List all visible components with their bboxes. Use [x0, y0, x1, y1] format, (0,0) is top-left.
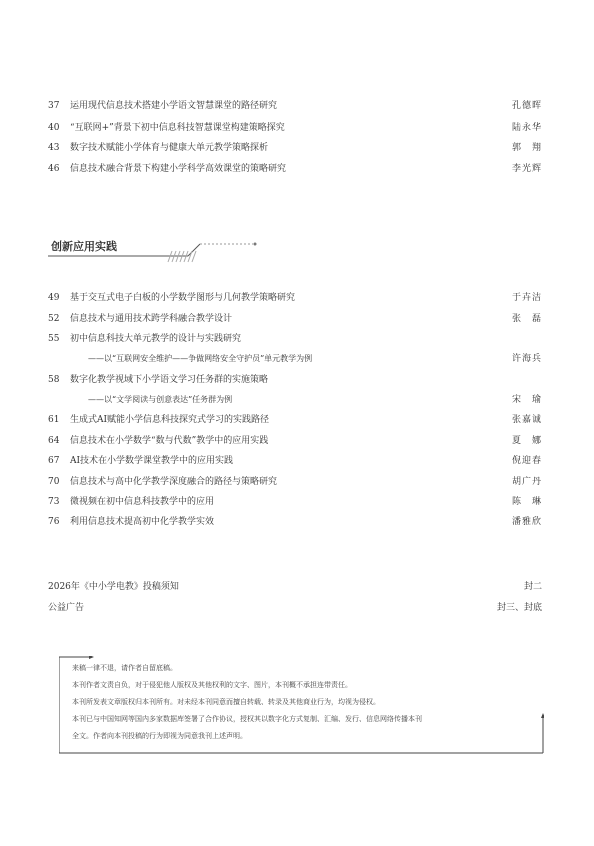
toc-misc-entry[interactable] [48, 578, 542, 596]
toc-entry[interactable] [48, 410, 542, 430]
toc-page-number: 43 [48, 143, 60, 153]
toc-entry[interactable] [48, 309, 542, 329]
toc-entry[interactable] [48, 431, 542, 451]
toc-title: 运用现代信息技术搭建小学语文智慧课堂的路径研究 [70, 101, 278, 111]
toc-entry[interactable] [48, 288, 542, 308]
toc-title: 微视频在初中信息科技教学中的应用 [70, 497, 215, 507]
toc-entry[interactable] [48, 472, 542, 492]
section-heading [48, 229, 268, 265]
toc-title: “互联网+”背景下初中信息科技智慧课堂构建策略探究 [70, 123, 285, 133]
toc-page-number: 61 [48, 415, 60, 425]
copyright-notice [59, 656, 544, 754]
toc-page-number: 67 [48, 456, 60, 466]
toc-title: AI技术在小学数学课堂教学中的应用实践 [70, 456, 234, 466]
toc-author: 于卉洁 [511, 293, 542, 303]
toc-page-number: 76 [48, 517, 60, 527]
toc-page-number: 46 [48, 164, 60, 174]
toc-entry[interactable] [48, 512, 542, 532]
toc-title: 基于交互式电子白板的小学数学图形与几何教学策略研究 [70, 293, 296, 303]
notice-line: 本刊作者文责自负，对于侵犯他人版权及其他权利的文字、图片，本刊概不承担连带责任。 [72, 681, 352, 689]
misc-location: 封二 [523, 582, 542, 592]
toc-page-number: 73 [48, 497, 60, 507]
toc-subtitle: ——以“互联网安全维护——争做网络安全守护员”单元教学为例 [88, 354, 313, 363]
toc-author: 许海兵 [511, 354, 542, 364]
toc-author: 潘雅欣 [511, 517, 542, 527]
toc-author: 张 磊 [511, 314, 542, 324]
toc-title: 初中信息科技大单元教学的设计与实践研究 [70, 334, 242, 344]
toc-title: 生成式AI赋能小学信息科技探究式学习的实践路径 [70, 415, 270, 425]
toc-author: 夏 娜 [511, 436, 542, 446]
toc-entry[interactable] [48, 159, 542, 179]
toc-title: 信息技术与通用技术跨学科融合教学设计 [70, 314, 233, 324]
toc-entry[interactable] [48, 96, 542, 116]
toc-title: 数字化教学视域下小学语文学习任务群的实施策略 [70, 375, 269, 385]
toc-page-number: 52 [48, 314, 60, 324]
notice-text [72, 660, 542, 745]
misc-location: 封三、封底 [496, 603, 542, 613]
toc-entry[interactable] [48, 451, 542, 471]
misc-title: 2026年《中小学电教》投稿须知 [48, 582, 179, 592]
toc-entry[interactable] [48, 370, 542, 390]
toc-title: 信息技术融合背景下构建小学科学高效课堂的策略研究 [70, 164, 287, 174]
toc-entry-subtitle[interactable] [48, 390, 542, 410]
toc-author: 陈 琳 [511, 497, 542, 507]
notice-line: 全文。作者向本刊投稿的行为即视为同意我刊上述声明。 [72, 732, 247, 740]
toc-page-number: 49 [48, 293, 60, 303]
toc-author: 倪迎春 [511, 456, 542, 466]
toc-page-number: 64 [48, 436, 60, 446]
toc-title: 数字技术赋能小学体育与健康大单元教学策略探析 [70, 143, 269, 153]
toc-author: 孔德晖 [511, 101, 542, 111]
toc-author: 宋 瑜 [511, 395, 542, 405]
toc-entry[interactable] [48, 118, 542, 138]
toc-author: 郭 翔 [511, 143, 542, 153]
misc-title: 公益广告 [48, 603, 85, 613]
notice-line: 本刊所发表文章版权归本刊所有。对未经本刊同意而擅自转载、转录及其他商业行为，均视为侵权。 [72, 698, 380, 706]
notice-line: 来稿一律不退，请作者自留底稿。 [72, 664, 177, 672]
toc-author: 李光辉 [511, 164, 542, 174]
toc-page-number: 70 [48, 477, 60, 487]
toc-page-number: 55 [48, 334, 60, 344]
toc-author: 陆永华 [511, 123, 542, 133]
toc-author: 张嘉诚 [511, 415, 542, 425]
toc-entry[interactable] [48, 492, 542, 512]
toc-page-number: 58 [48, 375, 60, 385]
section-title: 创新应用实践 [51, 240, 117, 253]
toc-entry-subtitle[interactable] [48, 349, 542, 369]
toc-page-number: 37 [48, 101, 60, 111]
toc-title: 信息技术与高中化学教学深度融合的路径与策略研究 [70, 477, 278, 487]
toc-title: 信息技术在小学数学“数与代数”教学中的应用实践 [70, 436, 269, 446]
toc-misc-entry[interactable] [48, 599, 542, 617]
toc-page-number: 40 [48, 123, 60, 133]
toc-entry[interactable] [48, 329, 542, 349]
toc-title: 利用信息技术提高初中化学教学实效 [70, 517, 215, 527]
toc-author: 胡广丹 [511, 477, 542, 487]
notice-line: 本刊已与中国知网等国内多家数据库签署了合作协议，授权其以数字化方式复制、汇编、发行、信息网络传播本刊 [72, 715, 422, 723]
toc-subtitle: ——以“文学阅读与创意表达”任务群为例 [88, 395, 233, 404]
toc-entry[interactable] [48, 138, 542, 158]
